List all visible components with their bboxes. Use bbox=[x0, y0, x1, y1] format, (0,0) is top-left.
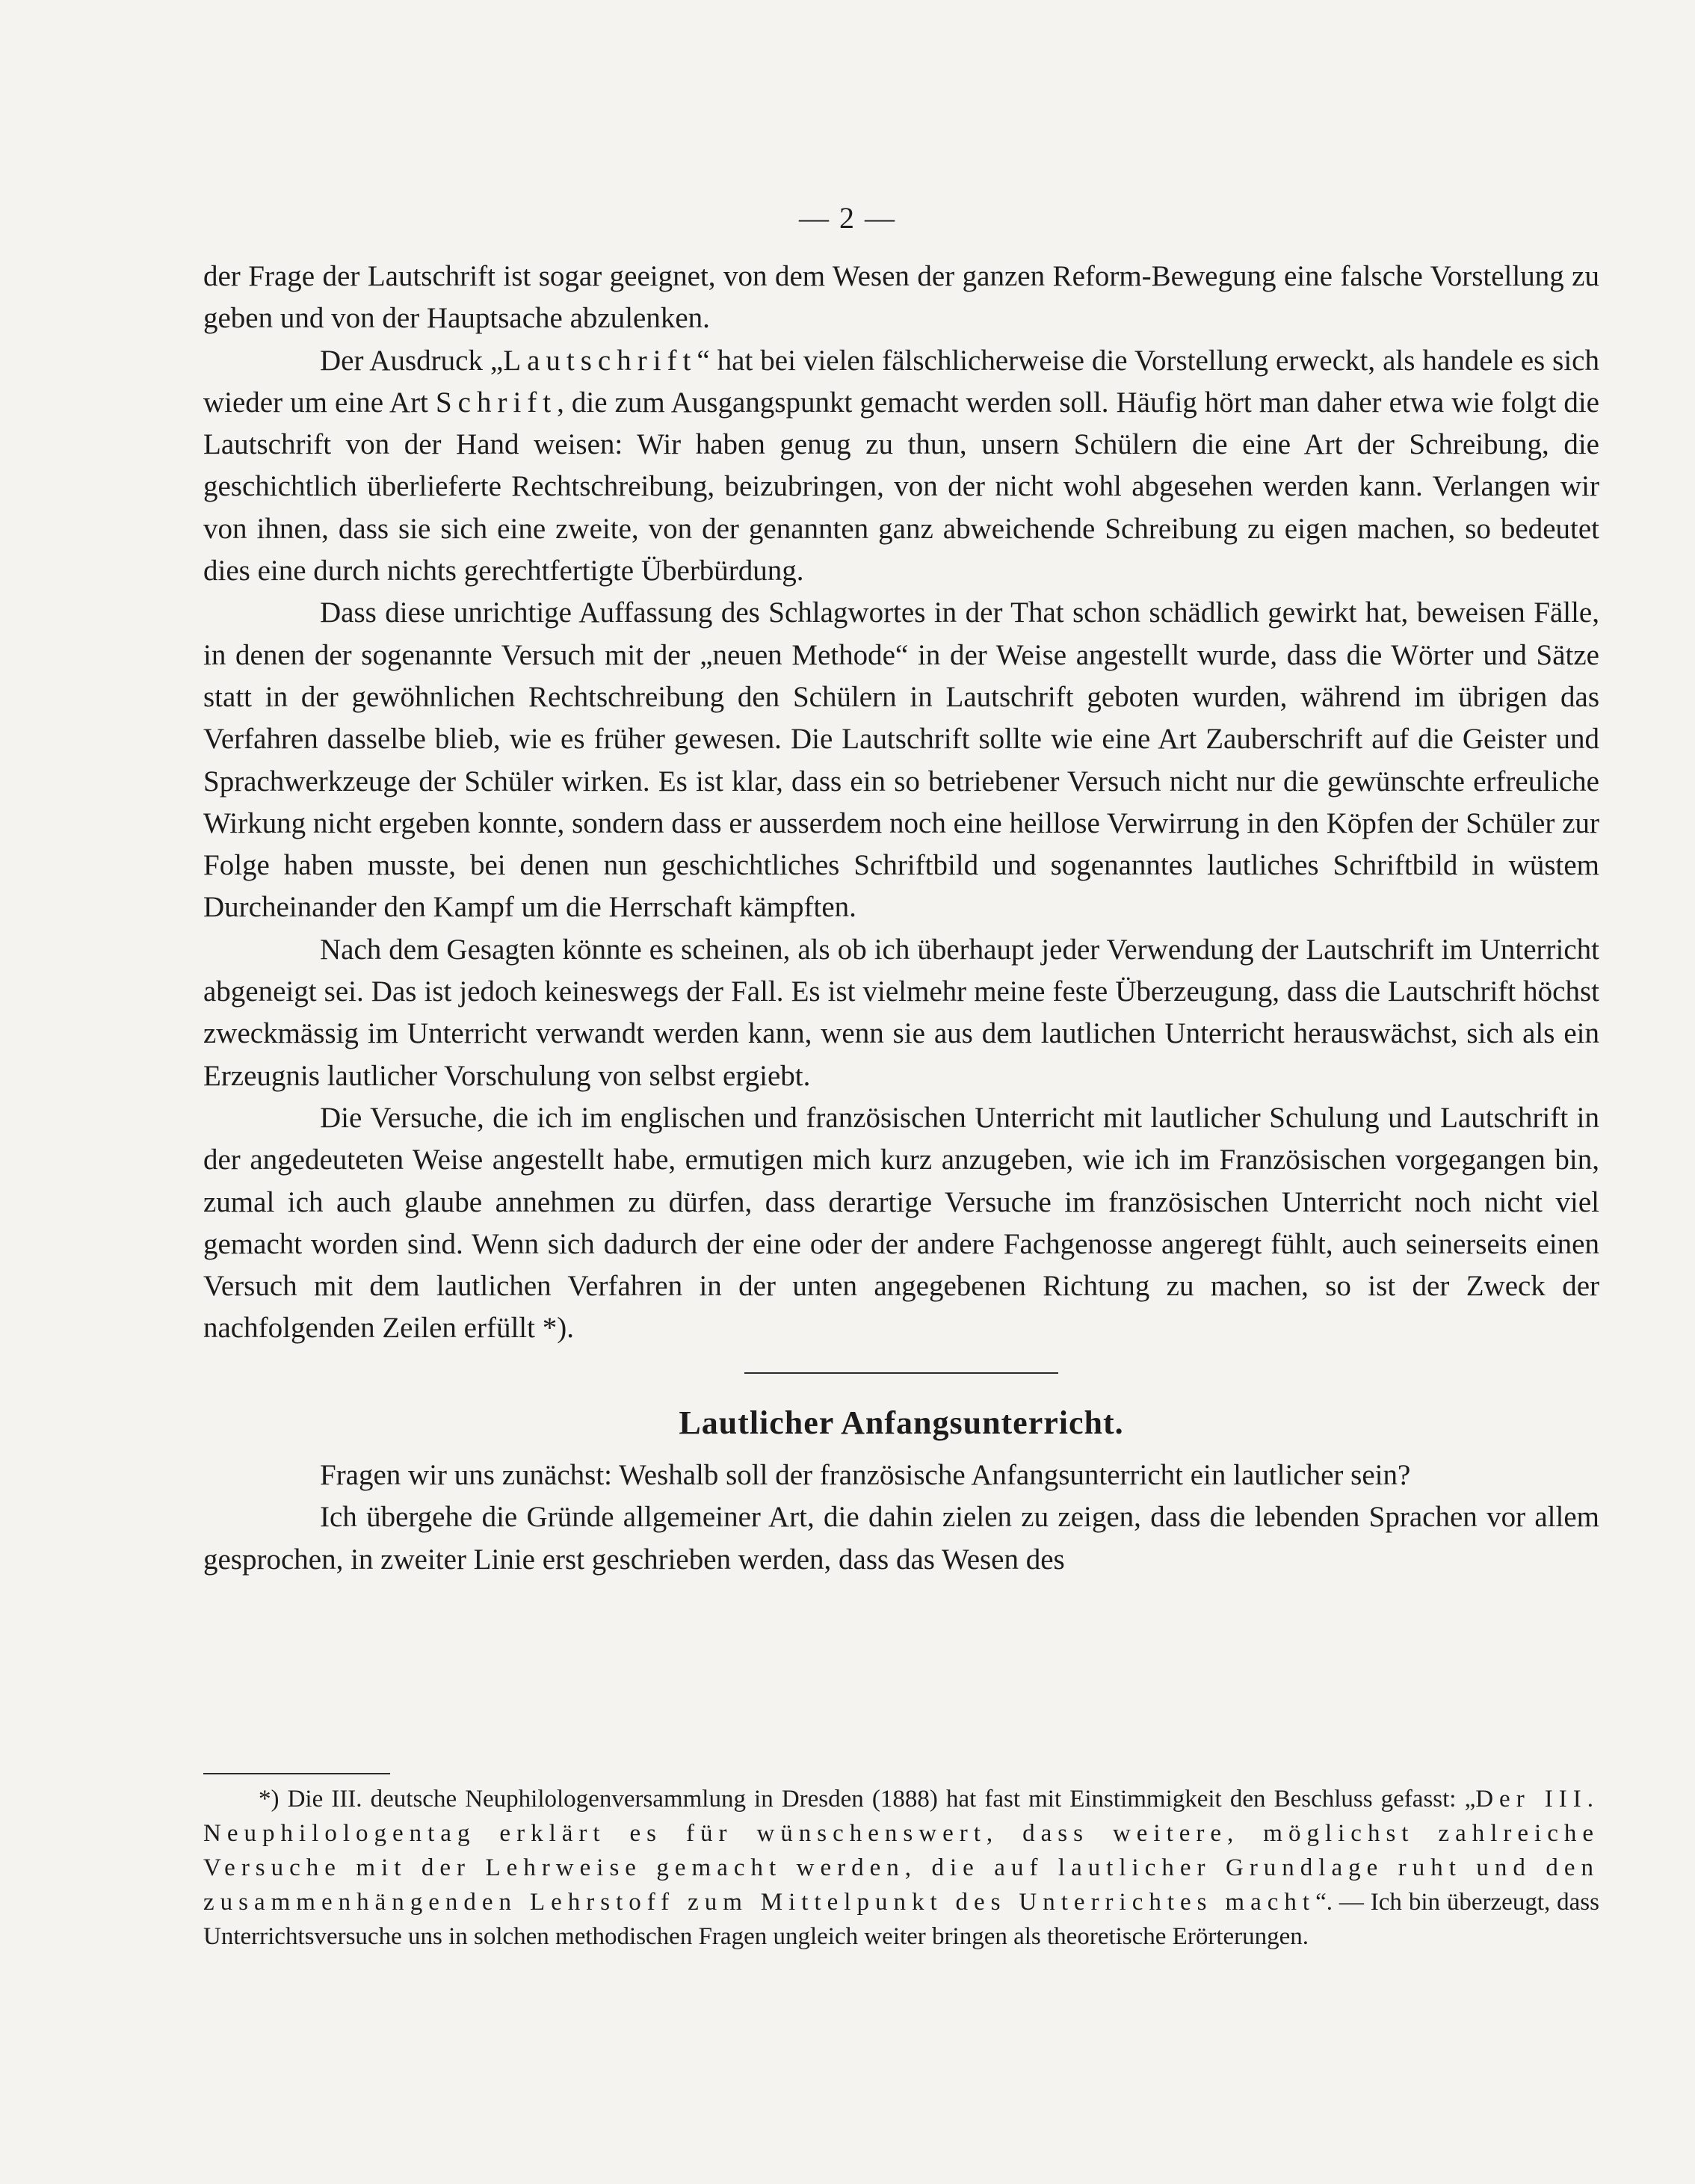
footnote-text: *) Die III. deutsche Neuphilologenversammlung in Dresden (1888) hat fast mit Einstimmigkeit den Beschluss gefasst: „Der III. Neuphilologentag erklärt es für wünschenswert, dass weitere, möglichst zahlreiche Versuche mit der Lehrweise gemacht werden, die auf lautlicher Grundlage ruht und den zusammenhängenden Lehrstoff zum Mittelpunkt des Unterrichtes macht“. — Ich bin überzeugt, dass Unterrichtsversuche uns in solchen methodischen Fragen ungleich weiter bringen als theoretische Erörterungen. bbox=[203, 1786, 1600, 1950]
page-number: — 2 — bbox=[799, 201, 896, 235]
paragraph-misunderstanding: Dass diese unrichtige Auffassung des Schlagwortes in der That schon schädlich gewirkt hat, beweisen Fälle, in denen der sogenannte Versuch mit der „neuen Methode“ in der Weise angestellt wurde, dass die Wörter und Sätze statt in der gewöhnlichen Rechtschreibung den Schülern in Lautschrift geboten wurden, während im übrigen das Verfahren dasselbe blieb, wie es früher gewesen. Die Lautschrift sollte wie eine Art Zauberschrift auf die Geister und Sprachwerkzeuge der Schüler wirken. Es ist klar, dass ein so betriebener Versuch nicht nur die gewünschte erfreuliche Wirkung nicht ergeben konnte, sondern dass er ausserdem noch eine heillose Verwirrung in den Köpfen der Schüler zur Folge haben musste, bei denen nun geschichtliches Schriftbild und sogenanntes lautliches Schriftbild in wüstem Durcheinander den Kampf um die Herrschaft kämpften. bbox=[203, 596, 1599, 924]
section-heading: Lautlicher Anfangsunterricht. bbox=[679, 1404, 1124, 1441]
footnote-rule bbox=[203, 1773, 390, 1774]
paragraph-conviction: Nach dem Gesagten könnte es scheinen, als ob ich überhaupt jeder Verwendung der Lautschrift im Unterricht abgeneigt sei. Das ist jedoch keineswegs der Fall. Es ist vielmehr meine feste Überzeugung, dass die Lautschrift höchst zweckmässig im Unterricht verwandt werden kann, wenn sie aus dem lautlichen Unterricht herauswächst, sich als ein Erzeugnis lautlicher Vorschulung von selbst ergiebt. bbox=[203, 933, 1599, 1092]
paragraph-lautschrift-definition: Der Ausdruck „Lautschrift“ hat bei vielen fälschlicherweise die Vorstellung erweckt, als handele es sich wieder um eine Art Schrift, die zum Ausgangspunkt gemacht werden soll. Häufig hört man daher etwa wie folgt die Lautschrift von der Hand weisen: Wir haben genug zu thun, unsern Schülern die eine Art der Schreibung, die geschichtlich überlieferte Rechtschreibung, beizubringen, von der nicht wohl abgesehen werden kann. Verlangen wir von ihnen, dass sie sich eine zweite, von der genannten ganz abweichende Schreibung zu eigen machen, so bedeutet dies eine durch nichts gerechtfertigte Überbürdung. bbox=[203, 344, 1599, 587]
paragraph-question: Fragen wir uns zunächst: Weshalb soll der französische Anfangsunterricht ein lautlicher sein? bbox=[320, 1459, 1411, 1492]
paragraph-reasons: Ich übergehe die Gründe allgemeiner Art, die dahin zielen zu zeigen, dass die lebenden Sprachen vor allem gesprochen, in zweiter Linie erst geschrieben werden, dass das Wesen des bbox=[203, 1501, 1599, 1576]
paragraph-continuation: der Frage der Lautschrift ist sogar geeignet, von dem Wesen der ganzen Reform-Bewegung eine falsche Vorstellung zu geben und von der Hauptsache abzulenken. bbox=[203, 260, 1599, 335]
footnote-quote-spaced: Der III. Neuphilologentag erklärt es für wünschenswert, dass weitere, möglichst zahlreiche Versuche mit der Lehrweise gemacht werden, die auf lautlicher Grundlage ruht und den zusammenhängenden Lehrstoff zum Mittelpunkt des Unterrichtes macht bbox=[203, 1786, 1600, 1916]
emphasis-lautschrift: Lautschrift bbox=[503, 344, 697, 377]
paragraph-experiments: Die Versuche, die ich im englischen und französischen Unterricht mit lautlicher Schulung und Lautschrift in der angedeuteten Weise angestellt habe, ermutigen mich kurz anzugeben, wie ich im Französischen vorgegangen bin, zumal ich auch glaube annehmen zu dürfen, dass derartige Versuche im französischen Unterricht noch nicht viel gemacht worden sind. Wenn sich dadurch der eine oder der andere Fachgenosse angeregt fühlt, auch seinerseits einen Versuch mit dem lautlichen Verfahren in der unten angegebenen Richtung zu machen, so ist der Zweck der nachfolgenden Zeilen erfüllt *). bbox=[203, 1101, 1599, 1345]
footnote bbox=[203, 1782, 1599, 1954]
main-text bbox=[203, 256, 1599, 1581]
section-divider bbox=[744, 1372, 1058, 1374]
emphasis-schrift: Schrift bbox=[435, 386, 558, 419]
